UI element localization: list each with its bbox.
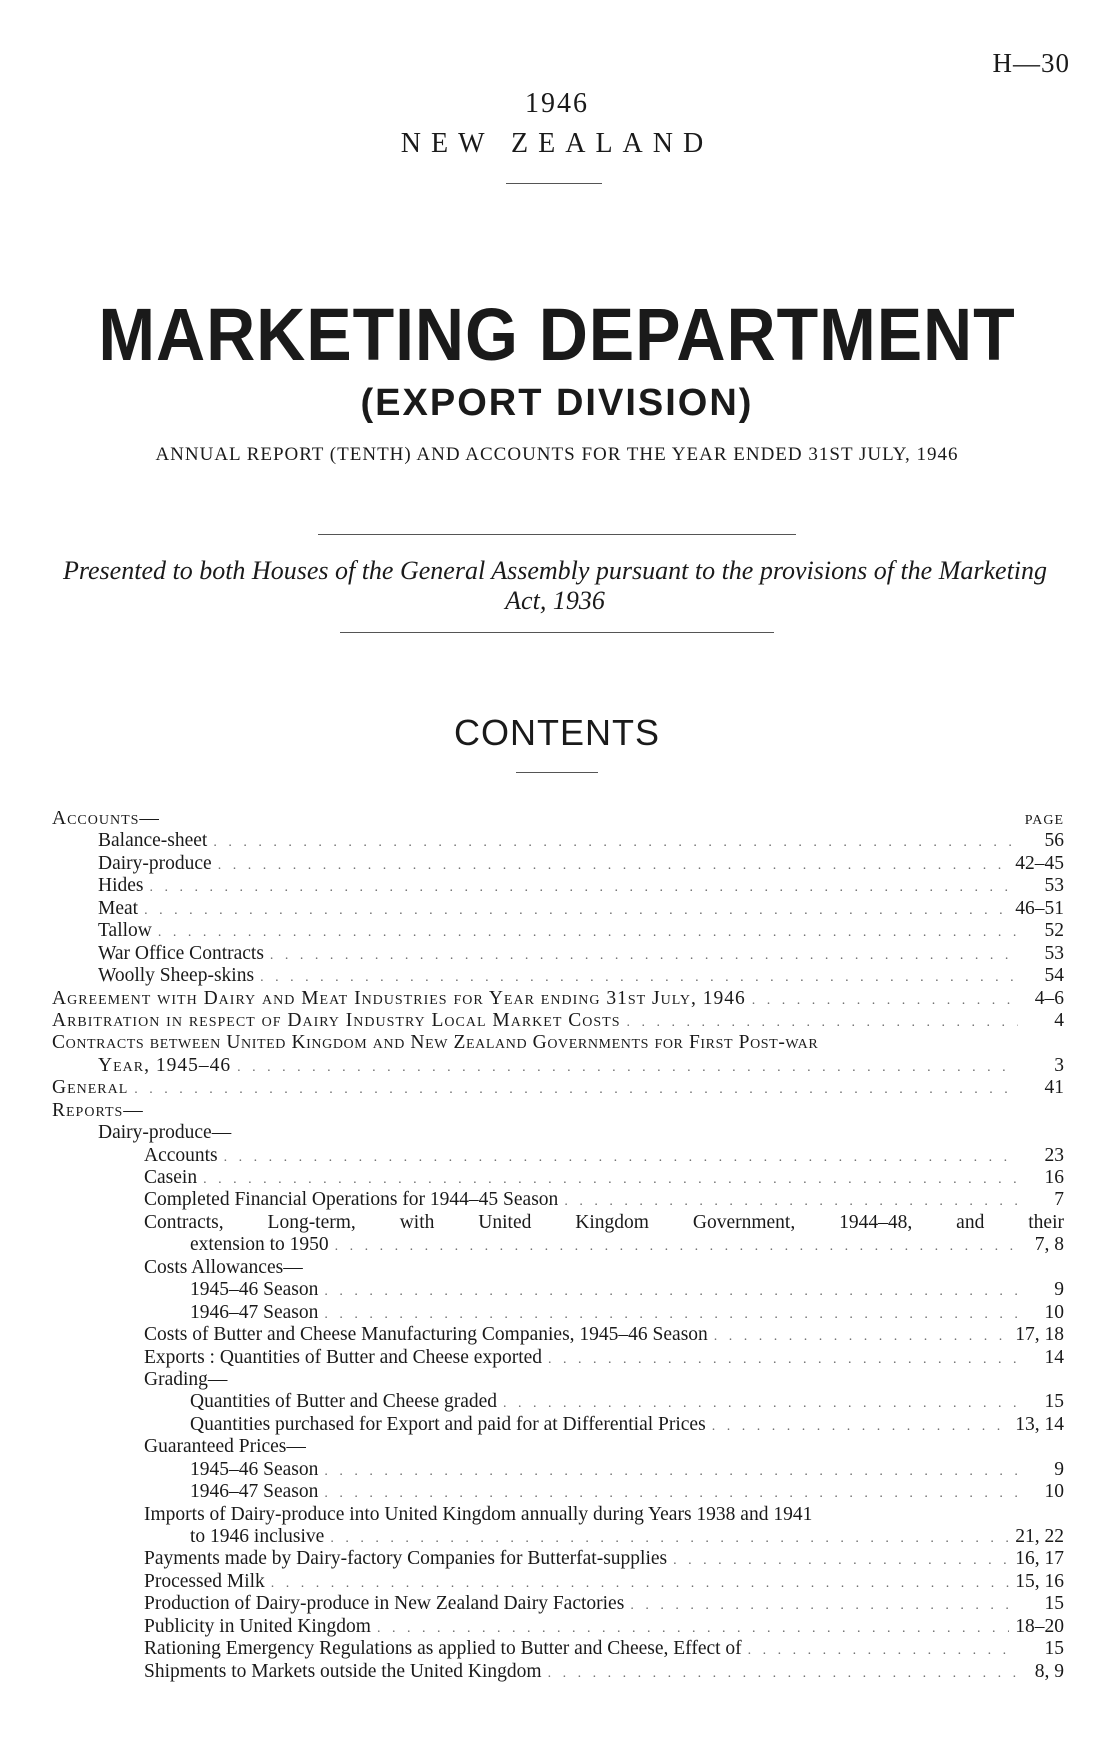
toc-label: Production of Dairy-produce in New Zealand Dairy Factories bbox=[144, 1593, 625, 1615]
divider-lower bbox=[340, 632, 774, 633]
toc-label: Processed Milk bbox=[144, 1570, 265, 1592]
toc-label: Shipments to Markets outside the United Kingdom bbox=[144, 1660, 542, 1682]
toc-page: 15, 16 bbox=[1015, 1570, 1064, 1592]
toc-label: 1946–47 Season bbox=[190, 1301, 319, 1323]
toc-page: 15 bbox=[1044, 1593, 1064, 1615]
toc-label: Year, 1945–46 bbox=[98, 1054, 232, 1076]
toc-row bbox=[52, 1436, 1064, 1458]
toc-page: 14 bbox=[1044, 1346, 1064, 1368]
toc-page: 53 bbox=[1044, 875, 1064, 897]
toc-page: 7, 8 bbox=[1034, 1234, 1064, 1256]
toc-label: Contracts, Long-term, with United Kingdom Government, 1944–48, and their bbox=[144, 1211, 1064, 1233]
toc-label: to 1946 inclusive bbox=[190, 1526, 325, 1547]
toc-row bbox=[52, 1459, 1064, 1481]
divider-contents bbox=[516, 772, 598, 773]
contents-table bbox=[52, 808, 1064, 1683]
toc-page: 8, 9 bbox=[1034, 1660, 1064, 1682]
toc-label: Arbitration in respect of Dairy Industry Local Market Costs bbox=[52, 1009, 621, 1031]
division-subtitle: (EXPORT DIVISION) bbox=[360, 382, 754, 424]
department-title: MARKETING DEPARTMENT bbox=[98, 293, 1016, 376]
toc-label: Hides bbox=[98, 875, 144, 897]
page-reference: H—30 bbox=[992, 48, 1070, 78]
toc-page: 3 bbox=[1054, 1054, 1064, 1076]
toc-label: 1945–46 Season bbox=[190, 1279, 319, 1301]
country-heading: NEW ZEALAND bbox=[400, 128, 714, 159]
toc-row bbox=[52, 1481, 1064, 1503]
toc-row bbox=[52, 1189, 1064, 1211]
toc-label: Costs of Butter and Cheese Manufacturing Companies, 1945–46 Season bbox=[144, 1324, 708, 1346]
toc-page: 23 bbox=[1044, 1144, 1064, 1166]
toc-row bbox=[52, 1145, 1064, 1167]
toc-label: Quantities purchased for Export and paid for at Differential Prices bbox=[190, 1413, 706, 1435]
toc-page: 9 bbox=[1054, 1279, 1064, 1301]
toc-row bbox=[52, 1504, 1064, 1526]
toc-row bbox=[52, 1279, 1064, 1301]
toc-row bbox=[52, 1661, 1064, 1683]
toc-label: 1946–47 Season bbox=[190, 1481, 319, 1503]
toc-page: 15 bbox=[1044, 1391, 1064, 1413]
toc-subsection-guaranteed: Guaranteed Prices— bbox=[144, 1436, 306, 1458]
toc-label: War Office Contracts bbox=[98, 942, 264, 964]
toc-row bbox=[52, 1548, 1064, 1570]
toc-row bbox=[52, 830, 1064, 852]
toc-label: Accounts bbox=[144, 1144, 218, 1166]
toc-row bbox=[52, 1055, 1064, 1077]
toc-row bbox=[52, 965, 1064, 987]
toc-page: 13, 14 bbox=[1015, 1413, 1064, 1435]
toc-label: 1945–46 Season bbox=[190, 1458, 319, 1480]
toc-row bbox=[52, 1616, 1064, 1638]
toc-row bbox=[52, 1100, 1064, 1122]
toc-subsection-grading: Grading— bbox=[144, 1368, 228, 1390]
toc-row bbox=[52, 988, 1064, 1010]
toc-page: 4–6 bbox=[1034, 987, 1064, 1009]
toc-label: Contracts between United Kingdom and New Zealand Governments for First Post-war bbox=[52, 1032, 819, 1054]
toc-page: 17, 18 bbox=[1015, 1324, 1064, 1346]
toc-label: Publicity in United Kingdom bbox=[144, 1615, 371, 1637]
toc-row bbox=[52, 1593, 1064, 1615]
toc-label: Meat bbox=[98, 897, 139, 919]
toc-label: General bbox=[52, 1077, 129, 1099]
toc-subsection-costs: Costs Allowances— bbox=[144, 1256, 303, 1278]
toc-label: Balance-sheet bbox=[98, 830, 208, 852]
toc-label: Exports : Quantities of Butter and Cheese exported bbox=[144, 1346, 543, 1368]
toc-page: 4 bbox=[1054, 1009, 1064, 1031]
toc-page: 16, 17 bbox=[1015, 1548, 1064, 1570]
toc-row bbox=[52, 1167, 1064, 1189]
toc-row bbox=[52, 1234, 1064, 1256]
contents-heading: CONTENTS bbox=[454, 712, 660, 753]
toc-page: 21, 22 bbox=[1015, 1526, 1064, 1547]
toc-label: Completed Financial Operations for 1944–45 Season bbox=[144, 1189, 559, 1211]
toc-row bbox=[52, 920, 1064, 942]
toc-label: Casein bbox=[144, 1167, 198, 1188]
toc-label: extension to 1950 bbox=[190, 1234, 329, 1256]
toc-page: 10 bbox=[1044, 1301, 1064, 1323]
toc-row bbox=[52, 1122, 1064, 1144]
toc-page: 53 bbox=[1044, 942, 1064, 964]
toc-section-accounts: Accounts— bbox=[52, 808, 160, 829]
toc-label: Payments made by Dairy-factory Companies for Butterfat-supplies bbox=[144, 1548, 668, 1570]
toc-row bbox=[52, 1032, 1064, 1054]
toc-row bbox=[52, 898, 1064, 920]
toc-page: 10 bbox=[1044, 1481, 1064, 1503]
toc-label: Dairy-produce bbox=[98, 852, 212, 874]
toc-label: Rationing Emergency Regulations as applied to Butter and Cheese, Effect of bbox=[144, 1638, 742, 1660]
toc-page: 18–20 bbox=[1015, 1615, 1064, 1637]
toc-page: 41 bbox=[1044, 1077, 1064, 1099]
toc-row bbox=[52, 1638, 1064, 1660]
toc-row bbox=[52, 1324, 1064, 1346]
toc-row bbox=[52, 875, 1064, 897]
toc-row bbox=[52, 1571, 1064, 1593]
toc-row bbox=[52, 1414, 1064, 1436]
toc-page: 52 bbox=[1044, 920, 1064, 942]
toc-page: 42–45 bbox=[1015, 852, 1064, 874]
toc-row bbox=[52, 1369, 1064, 1391]
toc-label: Tallow bbox=[98, 920, 152, 942]
toc-row bbox=[52, 1077, 1064, 1099]
toc-label: Imports of Dairy-produce into United Kingdom annually during Years 1938 and 1941 bbox=[144, 1503, 813, 1525]
toc-section-reports: Reports— bbox=[52, 1099, 144, 1121]
toc-page: 15 bbox=[1044, 1638, 1064, 1660]
toc-page: 46–51 bbox=[1015, 897, 1064, 919]
toc-page: 54 bbox=[1044, 965, 1064, 987]
toc-label: Quantities of Butter and Cheese graded bbox=[190, 1391, 498, 1413]
divider-upper bbox=[318, 534, 796, 535]
toc-page-heading: PAGE bbox=[1024, 813, 1064, 828]
divider-short bbox=[506, 183, 602, 184]
toc-row bbox=[52, 943, 1064, 965]
toc-page: 16 bbox=[1044, 1167, 1064, 1188]
report-description: ANNUAL REPORT (TENTH) AND ACCOUNTS FOR THE YEAR ENDED 31ST JULY, 1946 bbox=[155, 444, 959, 465]
toc-heading-row bbox=[52, 808, 1064, 830]
document-year: 1946 bbox=[525, 88, 589, 119]
toc-label: Agreement with Dairy and Meat Industries for Year ending 31st July, 1946 bbox=[52, 987, 746, 1009]
toc-label: Woolly Sheep-skins bbox=[98, 965, 255, 987]
presentation-note: Presented to both Houses of the General Assembly pursuant to the provisions of the Marketing Act, 1936 bbox=[62, 556, 1048, 615]
toc-row bbox=[52, 1257, 1064, 1279]
toc-row bbox=[52, 1212, 1064, 1234]
toc-row bbox=[52, 1347, 1064, 1369]
toc-row bbox=[52, 1391, 1064, 1413]
toc-subsection-dairy: Dairy-produce— bbox=[98, 1122, 232, 1144]
toc-row bbox=[52, 1526, 1064, 1548]
toc-page: 9 bbox=[1054, 1458, 1064, 1480]
toc-page: 56 bbox=[1044, 830, 1064, 852]
toc-row bbox=[52, 1302, 1064, 1324]
toc-page: 7 bbox=[1054, 1189, 1064, 1211]
toc-row bbox=[52, 853, 1064, 875]
toc-row bbox=[52, 1010, 1064, 1032]
